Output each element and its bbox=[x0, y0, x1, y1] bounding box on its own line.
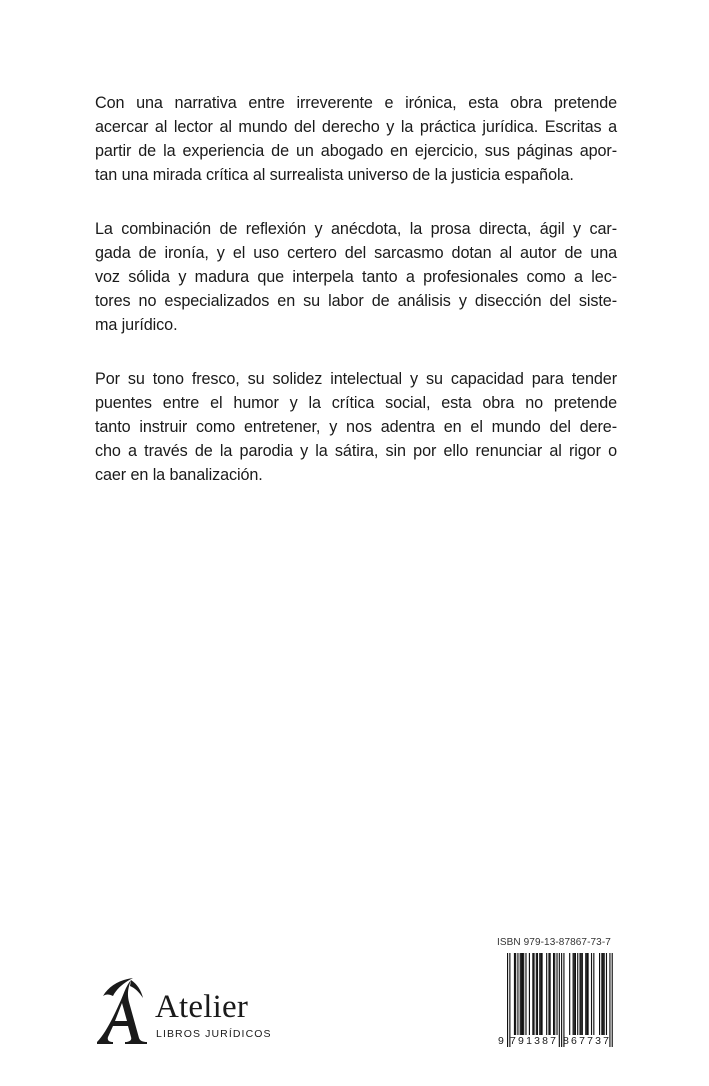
barcode-bar bbox=[540, 953, 541, 1035]
blurb-line: tanto instruir como entretener, y nos adentra en el mundo del dere- bbox=[95, 418, 617, 436]
barcode-bar bbox=[550, 953, 551, 1035]
barcode-bar bbox=[523, 953, 524, 1035]
publisher-name: Atelier bbox=[155, 989, 249, 1025]
barcode-bar bbox=[517, 953, 518, 1035]
barcode-bar bbox=[556, 953, 557, 1035]
blurb-line: gada de ironía, y el uso certero del sarcasmo dotan al autor de una bbox=[95, 244, 617, 262]
barcode-bar bbox=[529, 953, 530, 1035]
barcode-bar bbox=[537, 953, 538, 1035]
blurb-line: cho a través de la parodia y la sátira, sin por ello renunciar al rigor o bbox=[95, 442, 617, 460]
barcode-bar bbox=[577, 953, 578, 1035]
barcode-bar bbox=[561, 953, 562, 1047]
barcode-bar bbox=[546, 953, 547, 1035]
blurb-line: tan una mirada crítica al surrealista universo de la justicia española. bbox=[95, 166, 574, 184]
blurb-line: La combinación de reflexión y anécdota, la prosa directa, ágil y car- bbox=[95, 220, 617, 238]
barcode-bar bbox=[509, 953, 510, 1047]
barcode-bar bbox=[553, 953, 554, 1035]
blurb-line: Por su tono fresco, su solidez intelectual y su capacidad para tender bbox=[95, 370, 617, 388]
barcode-digit-lead: 9 bbox=[498, 1035, 504, 1047]
barcode-bar bbox=[559, 953, 560, 1047]
publisher-subtitle: LIBROS JURÍDICOS bbox=[156, 1028, 272, 1040]
barcode-bar bbox=[515, 953, 516, 1035]
barcode bbox=[497, 953, 619, 1047]
barcode-bar bbox=[602, 953, 603, 1035]
blurb-line: partir de la experiencia de un abogado en ejercicio, sus páginas apor- bbox=[95, 142, 617, 160]
barcode-bar bbox=[548, 953, 549, 1035]
barcode-bar bbox=[563, 953, 564, 1047]
back-cover-blurb bbox=[95, 91, 617, 517]
barcode-bar bbox=[520, 953, 521, 1035]
barcode-bar bbox=[514, 953, 515, 1035]
barcode-bar bbox=[579, 953, 580, 1035]
barcode-bar bbox=[612, 953, 613, 1047]
barcode-bar bbox=[542, 953, 543, 1035]
barcode-bar bbox=[536, 953, 537, 1035]
barcode-bar bbox=[588, 953, 589, 1035]
blurb-line: caer en la banalización. bbox=[95, 466, 263, 484]
barcode-bar bbox=[525, 953, 526, 1035]
blurb-line: voz sólida y madura que interpela tanto a profesionales como a lec- bbox=[95, 268, 617, 286]
barcode-bar bbox=[573, 953, 574, 1035]
barcode-bar bbox=[599, 953, 600, 1035]
publisher-logo bbox=[95, 976, 275, 1046]
barcode-bar bbox=[554, 953, 555, 1035]
barcode-bar bbox=[521, 953, 522, 1035]
barcode-bar bbox=[604, 953, 605, 1035]
barcode-bar bbox=[606, 953, 607, 1035]
barcode-bar bbox=[586, 953, 587, 1035]
barcode-bar bbox=[522, 953, 523, 1035]
blurb-line: Con una narrativa entre irreverente e irónica, esta obra pretende bbox=[95, 94, 617, 112]
barcode-digit-group-2: 867737 bbox=[563, 1035, 609, 1047]
isbn-label: ISBN 979-13-87867-73-7 bbox=[497, 937, 611, 948]
blurb-line: ma jurídico. bbox=[95, 316, 178, 334]
blurb-line: acercar al lector al mundo del derecho y la práctica jurídica. Escritas a bbox=[95, 118, 617, 136]
barcode-digit-group-1: 791387 bbox=[510, 1035, 556, 1047]
barcode-bar bbox=[582, 953, 583, 1035]
atelier-a-icon bbox=[95, 976, 155, 1046]
blurb-line: tores no especializados en su labor de análisis y disección del siste- bbox=[95, 292, 617, 310]
barcode-bar bbox=[585, 953, 586, 1035]
barcode-bar bbox=[533, 953, 534, 1035]
barcode-bar bbox=[609, 953, 610, 1047]
blurb-line: puentes entre el humor y la crítica social, esta obra no pretende bbox=[95, 394, 617, 412]
barcode-bar bbox=[601, 953, 602, 1035]
barcode-bar bbox=[569, 953, 570, 1035]
barcode-bar bbox=[532, 953, 533, 1035]
blurb-paragraph-2 bbox=[95, 217, 617, 337]
barcode-bar bbox=[575, 953, 576, 1035]
barcode-bar bbox=[581, 953, 582, 1035]
barcode-bar bbox=[574, 953, 575, 1035]
barcode-bar bbox=[591, 953, 592, 1035]
blurb-paragraph-1 bbox=[95, 91, 617, 187]
barcode-bar bbox=[593, 953, 594, 1035]
isbn-barcode-block bbox=[497, 937, 619, 1047]
barcode-bar bbox=[539, 953, 540, 1035]
blurb-paragraph-3 bbox=[95, 367, 617, 487]
barcode-bar bbox=[507, 953, 508, 1047]
